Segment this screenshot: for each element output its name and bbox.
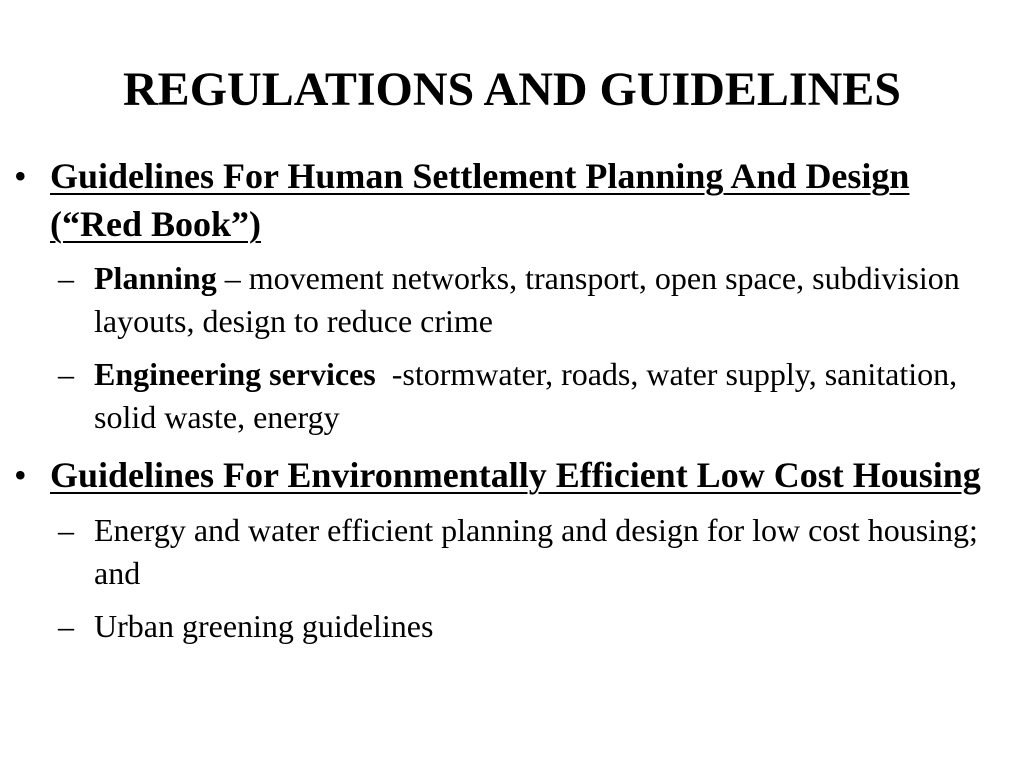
sub-item-text: Urban greening guidelines: [94, 608, 434, 644]
bullet-list: [14, 152, 1004, 648]
sub-item-text: -stormwater, roads, water supply, sanitation, solid waste, energy: [94, 356, 966, 435]
sub-item-planning: [14, 257, 1004, 343]
sub-marker: –: [58, 356, 74, 392]
sub-marker: –: [58, 260, 74, 296]
sub-item-lead: Engineering services: [94, 356, 376, 392]
bullet-heading: Guidelines For Human Settlement Planning And Design (“Red Book”): [50, 156, 910, 244]
sub-item-energy-water: [14, 509, 1004, 595]
sub-item-text: Energy and water efficient planning and design for low cost housing; and: [94, 512, 978, 591]
sub-item-text: – movement networks, transport, open space, subdivision layouts, design to reduce crime: [94, 260, 968, 339]
sub-marker: –: [58, 512, 74, 548]
bullet-marker: •: [14, 156, 27, 196]
slide-title: REGULATIONS AND GUIDELINES: [123, 63, 901, 116]
sub-item-urban-greening: [14, 605, 1004, 648]
bullet-marker: •: [14, 455, 27, 495]
bullet-item-low-cost-housing: [14, 451, 1004, 499]
bullet-heading: Guidelines For Environmentally Efficient Low Cost Housing: [50, 455, 981, 495]
sub-item-lead: Planning: [94, 260, 217, 296]
bullet-item-red-book: [14, 152, 1004, 248]
sub-item-engineering: [14, 353, 1004, 439]
sub-marker: –: [58, 608, 74, 644]
